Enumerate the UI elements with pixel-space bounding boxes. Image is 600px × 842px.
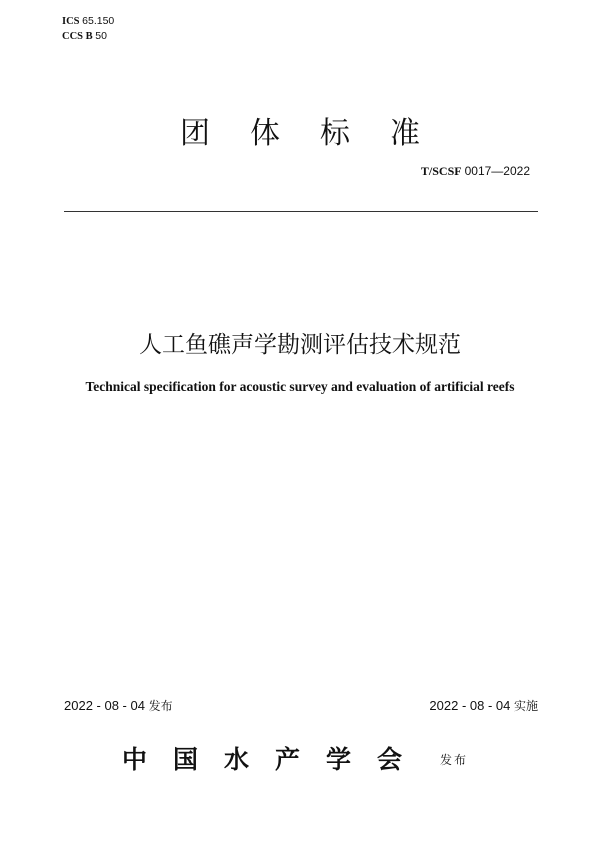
standard-number: [421, 164, 530, 179]
publisher-action: 发布: [440, 753, 469, 767]
ccs-number: 50: [95, 30, 107, 42]
implement-date: [429, 697, 538, 714]
release-label: 发布: [148, 699, 173, 713]
publisher-name: 中国水产学会: [122, 745, 429, 774]
ccs-code: [62, 29, 107, 44]
release-date-value: 2022 - 08 - 04: [64, 698, 145, 713]
english-title: Technical specification for acoustic survey and evaluation of artificial reefs: [85, 379, 515, 394]
header-divider: [64, 211, 538, 212]
ics-number: 65.150: [82, 15, 115, 27]
ics-code: [62, 14, 114, 29]
standard-prefix: T/SCSF: [420, 164, 462, 178]
release-date: [64, 697, 173, 714]
standard-code: 0017—2022: [464, 164, 530, 178]
ics-label: ICS: [62, 16, 80, 27]
ccs-label: CCS B: [62, 31, 93, 42]
implement-label: 实施: [513, 699, 538, 713]
implement-date-value: 2022 - 08 - 04: [429, 698, 511, 713]
chinese-title: 人工鱼礁声学勘测评估技术规范: [139, 332, 461, 358]
document-type-heading: 团体标准: [180, 116, 460, 151]
